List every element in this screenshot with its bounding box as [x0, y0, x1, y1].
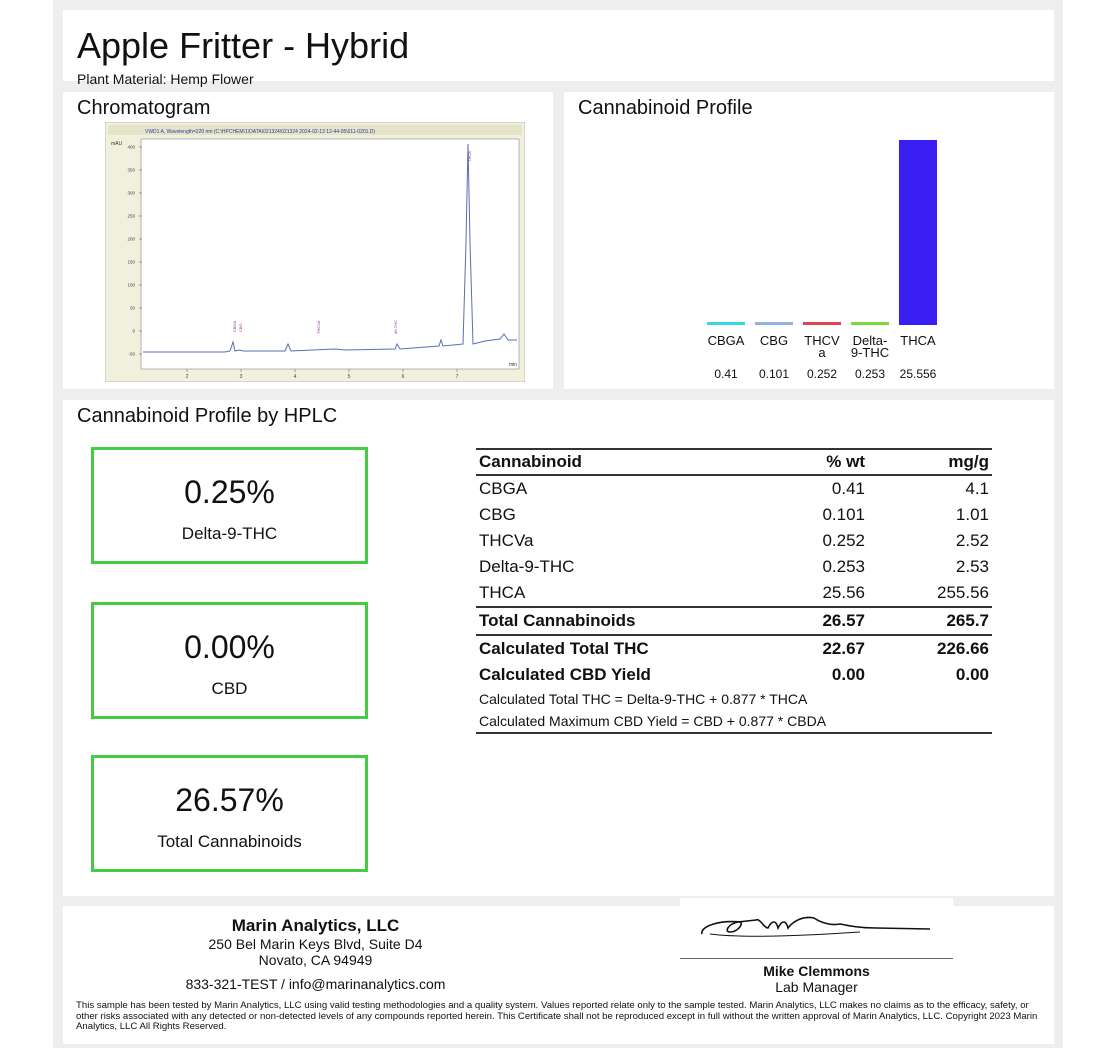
category-label: a — [818, 345, 826, 360]
cell-cannabinoid: THCVa — [479, 531, 534, 550]
data-label: 0.252 — [806, 367, 838, 381]
cannabinoid-bar-chart — [564, 92, 1054, 389]
cell-cannabinoid: CBGA — [479, 479, 528, 498]
lab-name: Marin Analytics, LLC — [231, 916, 400, 935]
cell-mg-g: 255.56 — [937, 583, 989, 602]
cell-percent-wt: 25.56 — [822, 583, 865, 602]
lab-address-line1: 250 Bel Marin Keys Blvd, Suite D4 — [208, 936, 423, 952]
summary-delta9-thc-box — [91, 447, 368, 564]
chromatogram-y-tick-label: 200 — [127, 236, 135, 242]
category-label: CBGA — [707, 333, 745, 348]
chromatogram-y-tick-label: 0 — [132, 328, 135, 334]
product-title: Apple Fritter - Hybrid — [77, 25, 410, 66]
cell-percent-wt: 22.67 — [822, 639, 865, 658]
summary-total-cannabinoids-box — [91, 755, 368, 872]
header-panel — [63, 10, 1054, 87]
bar-3 — [851, 322, 889, 325]
chromatogram-x-tick-label: 6 — [401, 374, 405, 380]
chromatogram-y-tick-label: 400 — [127, 144, 135, 150]
disclaimer-text: This sample has been tested by Marin Analytics, LLC using valid testing methodologies and a quality system. Values reported relate only to the sample tested. Marin Analytics, LLC makes no claims as to the efficacy, safety, or other risks associated with any detected or non-detected levels of any compounds reported herein. This Certificate shall not be reproduced except in full without the written approval of Marin Analytics, LLC. Copyright 2023 Marin Analytics, LLC All Rights Reserved. — [76, 1000, 1038, 1032]
table-row — [476, 554, 992, 580]
chromatogram-x-unit: min — [509, 362, 518, 368]
data-label: 0.101 — [758, 367, 790, 381]
data-label: 0.253 — [854, 367, 886, 381]
cell-mg-g: 4.1 — [965, 479, 989, 498]
chromatogram-y-unit: mAU — [111, 141, 123, 147]
signature-line — [680, 958, 953, 959]
chromatogram-x-tick-label: 7 — [455, 374, 459, 380]
cell-mg-g: 226.66 — [937, 639, 989, 658]
cell-percent-wt: 0.00 — [831, 665, 865, 684]
chromatogram-panel — [63, 92, 553, 389]
chromatogram-image — [105, 122, 525, 382]
lab-address-line2: Novato, CA 94949 — [258, 952, 373, 968]
data-label: 25.556 — [899, 367, 937, 381]
chromatogram-x-tick-label: 4 — [293, 374, 297, 380]
chromatogram-y-tick-label: 250 — [127, 213, 135, 219]
cell-cannabinoid: CBG — [479, 505, 516, 524]
formula-row — [476, 710, 992, 733]
bar-0 — [707, 322, 745, 325]
hplc-table — [476, 448, 992, 734]
plant-material: Plant Material: Hemp Flower — [77, 71, 254, 87]
bar-4 — [899, 140, 937, 325]
chromatogram-header-text: VWD1 A, Wavelength=220 nm (C:\HPCHEM\1\DATA\021324\021324 2024-02-13 12-44-05\011-0201.D) — [145, 129, 376, 135]
signature-area — [680, 898, 953, 950]
certificate-page — [53, 0, 1063, 1048]
summary-label: Delta-9-THC — [181, 524, 278, 543]
chromatogram-peak-label: CBG — [238, 323, 243, 332]
hplc-panel — [63, 400, 1054, 896]
summary-value: 26.57% — [175, 782, 284, 818]
category-label: 9-THC — [850, 345, 890, 360]
footer-panel — [63, 906, 1054, 1044]
chromatogram-peak-label: d9-THC — [393, 319, 398, 334]
column-header-percent-wt: % wt — [782, 449, 868, 475]
column-header-mg-g: mg/g — [868, 449, 992, 475]
summary-value: 0.00% — [184, 629, 275, 665]
bar-1 — [755, 322, 793, 325]
table-row — [476, 580, 992, 607]
signature-block — [680, 898, 953, 995]
cell-percent-wt: 26.57 — [782, 607, 868, 635]
chromatogram-peak-label: THCA — [467, 151, 472, 162]
cell-mg-g: 265.7 — [868, 607, 992, 635]
formula-row — [476, 688, 992, 710]
bar-2 — [803, 322, 841, 325]
calculated-total-thc-row — [476, 635, 992, 662]
lab-info — [173, 916, 458, 992]
cell-cannabinoid: Total Cannabinoids — [476, 607, 782, 635]
chromatogram-title: Chromatogram — [77, 97, 211, 119]
chromatogram-y-tick-label: 50 — [129, 305, 135, 311]
table-header-row — [476, 449, 992, 475]
chromatogram-y-tick-label: 300 — [127, 190, 135, 196]
cell-cannabinoid: Calculated CBD Yield — [479, 665, 651, 684]
summary-cbd-box — [91, 602, 368, 719]
calculated-cbd-yield-row — [476, 662, 992, 688]
hplc-title: Cannabinoid Profile by HPLC — [77, 405, 338, 427]
cell-mg-g: 0.00 — [955, 665, 989, 684]
signer-name: Mike Clemmons — [763, 963, 870, 979]
summary-label: Total Cannabinoids — [157, 832, 302, 851]
formula-cbd-yield: Calculated Maximum CBD Yield = CBD + 0.877 * CBDA — [476, 710, 992, 733]
cell-mg-g: 2.52 — [955, 531, 989, 550]
chromatogram-x-tick-label: 5 — [347, 374, 351, 380]
formula-total-thc: Calculated Total THC = Delta-9-THC + 0.877 * THCA — [479, 691, 808, 707]
category-label: THCA — [900, 333, 936, 348]
cannabinoid-profile-title: Cannabinoid Profile — [578, 97, 753, 119]
signer-title: Lab Manager — [775, 979, 858, 995]
summary-value: 0.25% — [184, 474, 275, 510]
table-row — [476, 475, 992, 502]
chromatogram-y-tick-label: -50 — [128, 351, 135, 357]
category-label: Delta- — [852, 333, 888, 348]
chromatogram-x-tick-label: 2 — [185, 374, 189, 380]
chromatogram-peak-label: CBGA — [232, 320, 237, 332]
cell-cannabinoid: Delta-9-THC — [479, 557, 575, 576]
chromatogram-peak-label: THCVA — [316, 320, 321, 334]
cell-cannabinoid: THCA — [479, 583, 526, 602]
lab-contact: 833-321-TEST / info@marinanalytics.com — [185, 976, 446, 992]
chromatogram-y-tick-label: 350 — [127, 167, 135, 173]
cell-mg-g: 2.53 — [955, 557, 989, 576]
cell-mg-g: 1.01 — [955, 505, 989, 524]
column-header-cannabinoid: Cannabinoid — [476, 449, 782, 475]
data-label: 0.41 — [714, 367, 738, 381]
category-label: CBG — [759, 333, 789, 348]
cell-percent-wt: 0.41 — [831, 479, 865, 498]
cell-cannabinoid: Calculated Total THC — [479, 639, 649, 658]
table-row — [476, 528, 992, 554]
chromatogram-x-tick-label: 3 — [239, 374, 243, 380]
summary-label: CBD — [211, 679, 248, 698]
cannabinoid-profile-panel — [564, 92, 1054, 389]
category-label: THCV — [804, 333, 840, 348]
chromatogram-y-tick-label: 150 — [127, 259, 135, 265]
total-cannabinoids-row — [476, 607, 992, 635]
cell-percent-wt: 0.252 — [822, 531, 865, 550]
cell-percent-wt: 0.101 — [822, 505, 865, 524]
chromatogram-y-tick-label: 100 — [127, 282, 135, 288]
cell-percent-wt: 0.253 — [822, 557, 865, 576]
handwritten-signature — [680, 898, 953, 950]
table-row — [476, 502, 992, 528]
